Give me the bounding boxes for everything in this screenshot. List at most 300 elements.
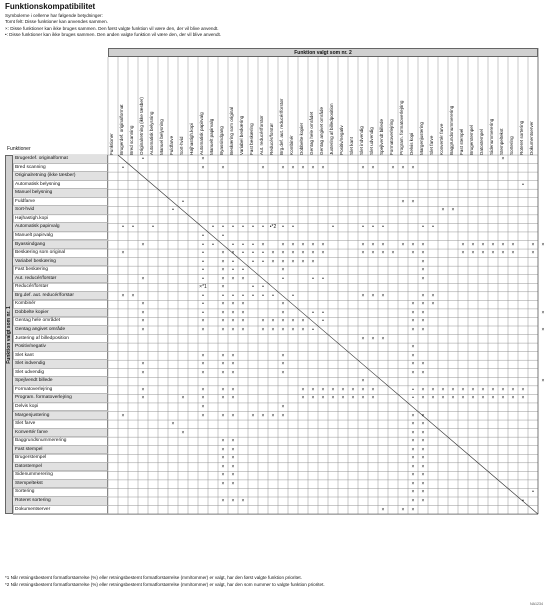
matrix-cell: •	[262, 258, 264, 265]
matrix-cell: ×	[141, 309, 145, 316]
matrix-cell: ×	[431, 395, 435, 402]
row-label: Program. formatoverlejring	[13, 394, 108, 403]
matrix-cell: •	[242, 292, 244, 299]
row-label: Dokumentserver	[13, 506, 108, 515]
matrix-cell: ×	[281, 369, 285, 376]
matrix-cell: ×	[231, 275, 235, 282]
row-label: Spejlvendt billede	[13, 377, 108, 386]
column-label: Sidenummerering	[489, 118, 494, 155]
matrix-cell: ×	[201, 361, 205, 368]
matrix-cell: ×	[381, 292, 385, 299]
matrix-cell: •	[292, 292, 294, 299]
matrix-cell: ×	[281, 403, 285, 410]
matrix-cell: ×	[141, 395, 145, 402]
matrix-cell: ×	[481, 386, 485, 393]
matrix-cell: ×	[471, 250, 475, 257]
matrix-cell: ×	[121, 412, 125, 419]
matrix-cell: ×	[231, 250, 235, 257]
matrix-cell: •	[252, 284, 254, 291]
matrix-cell: ×	[141, 386, 145, 393]
matrix-cell: •	[202, 301, 204, 308]
matrix-cell: ×	[121, 292, 125, 299]
matrix-cell: ×	[371, 292, 375, 299]
matrix-cell: ×	[411, 438, 415, 445]
matrix-cell: •	[242, 250, 244, 257]
matrix-cell: •	[152, 224, 154, 231]
matrix-cell: ×	[531, 250, 535, 257]
matrix-cell: ×	[301, 386, 305, 393]
matrix-cell: ×	[421, 421, 425, 428]
matrix-cell: ×	[371, 386, 375, 393]
matrix-cell: •*2	[269, 224, 277, 231]
matrix-cell: ×	[281, 361, 285, 368]
matrix-cell: ×	[411, 198, 415, 205]
matrix-cell: ×	[281, 241, 285, 248]
column-label: Manuel belysning	[159, 119, 164, 155]
matrix-cell: ×	[221, 463, 225, 470]
matrix-cell: •	[232, 241, 234, 248]
matrix-cell: •	[232, 224, 234, 231]
matrix-cell: •	[242, 224, 244, 231]
matrix-cell: ×	[231, 361, 235, 368]
legend-line: •: Disse funktioner kan ikke bruges sammen. Den anden valgte funktion vil være den, der vil blive anvendt.	[5, 32, 222, 38]
matrix-cell: ×	[361, 250, 365, 257]
matrix-cell: •	[262, 224, 264, 231]
matrix-cell: ×	[411, 429, 415, 436]
matrix-cell: ×	[411, 361, 415, 368]
column-group-header: Funktion valgt som nr. 2	[108, 48, 538, 57]
matrix-cell: •	[322, 318, 324, 325]
matrix-cell: ×	[361, 386, 365, 393]
row-label: Konvertér farve	[13, 429, 108, 438]
matrix-cell: ×	[461, 250, 465, 257]
matrix-cell: ×	[181, 429, 185, 436]
matrix-cell: •	[132, 224, 134, 231]
matrix-cell: ×	[221, 369, 225, 376]
matrix-cell: ×	[231, 301, 235, 308]
matrix-cell: ×	[491, 395, 495, 402]
row-label: Variabel beskæring	[13, 258, 108, 267]
matrix-cell: ×	[361, 395, 365, 402]
matrix-cell: ×	[411, 480, 415, 487]
matrix-cell: ×	[431, 301, 435, 308]
column-label: Brg.def. aut. reducér/forstør	[279, 98, 284, 155]
matrix-cell: ×	[411, 472, 415, 479]
matrix-cell: ×	[231, 412, 235, 419]
matrix-cell: ×	[371, 395, 375, 402]
matrix-cell: ×	[361, 292, 365, 299]
matrix-cell: ×	[421, 489, 425, 496]
matrix-cell: ×	[141, 275, 145, 282]
row-label: Gentag angivet område	[13, 326, 108, 335]
matrix-cell: •	[312, 275, 314, 282]
matrix-cell: ×	[511, 250, 515, 257]
column-label: Brugerstempel	[469, 125, 474, 155]
matrix-cell: ×	[361, 378, 365, 385]
matrix-cell: ×	[361, 164, 365, 171]
matrix-cell: ×	[371, 335, 375, 342]
row-group-label: Funktion valgt som nr. 1	[6, 305, 12, 364]
matrix-cell: ×	[171, 421, 175, 428]
matrix-cell: ×	[221, 258, 225, 265]
matrix-cell: ×	[231, 309, 235, 316]
matrix-cell: ×	[371, 241, 375, 248]
matrix-cell: ×	[421, 386, 425, 393]
matrix-cell: •	[252, 258, 254, 265]
matrix-cell: ×	[201, 369, 205, 376]
matrix-cell: •	[262, 250, 264, 257]
matrix-cell: •	[532, 489, 534, 496]
row-label: Delvis kopi	[13, 403, 108, 412]
matrix-cell: ×	[421, 463, 425, 470]
row-label: Fast stempel	[13, 446, 108, 455]
column-label: Variabel beskæring	[239, 115, 244, 155]
matrix-cell: ×	[241, 318, 245, 325]
matrix-cell: ×	[311, 395, 315, 402]
row-label: Manuel belysning	[13, 189, 108, 198]
column-label: Slet kant	[349, 137, 354, 155]
matrix-cell: ×	[221, 412, 225, 419]
row-label: Formatoverlejring	[13, 386, 108, 395]
row-label: Aut. reducér/forstør	[13, 275, 108, 284]
matrix-cell: ×	[261, 327, 265, 333]
legend	[5, 13, 221, 39]
matrix-cell: ×	[461, 395, 465, 402]
matrix-cell: ×	[351, 395, 355, 402]
matrix-cell: ×	[501, 250, 505, 257]
column-label: Automatisk belysning	[149, 111, 154, 155]
matrix-cell: ×	[231, 455, 235, 462]
column-label: Fast beskæring	[249, 123, 254, 155]
matrix-cell: ×	[421, 369, 425, 376]
matrix-cell: ×	[231, 480, 235, 487]
row-label: Stempeltekst	[13, 480, 108, 489]
matrix-cell: ×	[181, 395, 185, 402]
matrix-cell: •	[122, 224, 124, 231]
matrix-cell: ×	[381, 506, 385, 513]
column-label: Margenjustering	[419, 122, 424, 155]
matrix-cell: ×	[221, 250, 225, 257]
matrix-cell: ×	[231, 318, 235, 325]
matrix-cell: ×	[281, 301, 285, 308]
matrix-cell: ×	[411, 309, 415, 316]
row-label: Positiv/negativ	[13, 343, 108, 352]
matrix-cell: ×	[411, 318, 415, 325]
matrix-cell: ×	[541, 378, 545, 385]
matrix-cell: ×	[301, 250, 305, 257]
matrix-cell: •	[432, 224, 434, 231]
matrix-cell: ×	[451, 395, 455, 402]
matrix-cell: ×	[291, 250, 295, 257]
matrix-cell: •	[262, 292, 264, 299]
matrix-cell: ×	[321, 250, 325, 257]
row-label: Margenjustering	[13, 412, 108, 421]
column-label: Kombinér	[289, 135, 294, 155]
matrix-cell: •	[252, 241, 254, 248]
matrix-cell: ×	[491, 241, 495, 248]
matrix-cell: ×	[461, 386, 465, 393]
matrix-cell: ×	[241, 327, 245, 333]
row-label: Brugerdef. originalformat	[13, 155, 108, 164]
matrix-cell: •	[332, 224, 334, 231]
matrix-cell: ×	[411, 164, 415, 171]
matrix-cell: ×	[521, 395, 525, 402]
matrix-cell: ×	[221, 267, 225, 274]
matrix-cell: •	[262, 284, 264, 291]
matrix-cell: ×	[341, 395, 345, 402]
matrix-cell: •	[252, 292, 254, 299]
matrix-cell: ×	[331, 395, 335, 402]
matrix-cell: ×	[131, 292, 135, 299]
matrix-cell: ×	[421, 455, 425, 462]
matrix-cell: ×	[351, 386, 355, 393]
matrix-cell: ×	[411, 250, 415, 257]
column-label: Slet udvendig	[369, 127, 374, 155]
matrix-cell: •	[322, 275, 324, 282]
row-label: Slet farve	[13, 420, 108, 429]
matrix-cell: •	[182, 198, 184, 205]
matrix-cell: ×	[261, 412, 265, 419]
matrix-cell: ×	[281, 267, 285, 274]
matrix-cell: ×	[271, 318, 275, 325]
matrix-cell: •	[252, 250, 254, 257]
matrix-cell: •	[172, 207, 174, 214]
matrix-cell: ×	[511, 241, 515, 248]
column-label: Baggrundsnummerering	[449, 105, 454, 155]
matrix-cell: ×	[401, 241, 405, 248]
matrix-cell: ×	[411, 463, 415, 470]
matrix-cell: ×	[221, 275, 225, 282]
matrix-cell: ×	[421, 412, 425, 419]
matrix-cell: ×	[321, 395, 325, 402]
row-label: Sidenummerering	[13, 471, 108, 480]
matrix-cell: ×	[241, 498, 245, 504]
matrix-cell: ×	[201, 327, 205, 333]
matrix-cell: •	[212, 241, 214, 248]
column-label: Formatoverlejring	[389, 119, 394, 155]
matrix-cell: •	[202, 250, 204, 257]
matrix-cell: ×	[431, 386, 435, 393]
matrix-cell: ×	[481, 250, 485, 257]
matrix-cell: ×	[381, 241, 385, 248]
matrix-cell: ×	[271, 412, 275, 419]
matrix-cell: ×	[381, 250, 385, 257]
matrix-cell: ×	[281, 164, 285, 171]
matrix-cell: ×	[261, 318, 265, 325]
matrix-cell: ×	[141, 318, 145, 325]
column-label: Reducér/forstør	[269, 123, 274, 155]
row-label: Byassindgang	[13, 241, 108, 250]
matrix-cell: ×	[221, 284, 225, 291]
matrix-cell: ×	[401, 164, 405, 171]
matrix-cell: ×	[311, 386, 315, 393]
footnote: *2 Når retningsbestemt formatforstørrelse (%) eller retningsbestemt formatforstørrelse (mm/tommer) er valgt, har den som nummer to valgte funktion prioritet.	[5, 582, 325, 587]
matrix-cell: ×	[221, 309, 225, 316]
matrix-cell: ×	[241, 301, 245, 308]
matrix-cell: ×	[201, 395, 205, 402]
column-label: Roteret sortering	[519, 120, 524, 155]
matrix-cell: ×	[291, 241, 295, 248]
row-label: Justering af billedposition	[13, 335, 108, 344]
column-label: Fuldfarve	[169, 135, 174, 155]
matrix-cell: ×	[231, 386, 235, 393]
matrix-cell: ×	[381, 335, 385, 342]
matrix-cell: ×	[221, 301, 225, 308]
matrix-cell: ×	[481, 241, 485, 248]
column-label: Konvertér farve	[439, 123, 444, 155]
matrix-cell: ×	[221, 446, 225, 453]
matrix-cell: ×	[421, 318, 425, 325]
matrix-cell: ×	[321, 164, 325, 171]
matrix-cell: •	[412, 386, 414, 393]
column-label: Aut. reducér/forstør	[259, 115, 264, 155]
matrix-cell: ×	[471, 395, 475, 402]
matrix-cell: ×	[341, 386, 345, 393]
row-label: Manuelt papirvalg	[13, 232, 108, 241]
matrix-cell: ×	[231, 438, 235, 445]
matrix-cell: ×	[421, 498, 425, 504]
matrix-cell: ×	[411, 412, 415, 419]
matrix-cell: •	[202, 275, 204, 282]
row-label: Bred scanning	[13, 164, 108, 173]
column-label: Slet indvendig	[359, 126, 364, 155]
matrix-cell: •	[242, 241, 244, 248]
matrix-cell: ×	[231, 446, 235, 453]
matrix-cell: ×	[421, 241, 425, 248]
matrix-cell: ×	[421, 480, 425, 487]
matrix-cell: ×	[201, 412, 205, 419]
matrix-cell: ×	[451, 386, 455, 393]
matrix-cell: ×	[221, 455, 225, 462]
matrix-cell: ×	[531, 241, 535, 248]
matrix-cell: ×	[311, 250, 315, 257]
column-label: Byassindgang	[219, 126, 224, 155]
matrix-cell: ×	[311, 241, 315, 248]
matrix-cell: ×	[411, 489, 415, 496]
matrix-cell: ×	[411, 506, 415, 513]
matrix-cell: •	[232, 292, 234, 299]
matrix-cell: ×	[121, 250, 125, 257]
row-label: Baggrundsnummerering	[13, 437, 108, 446]
matrix-cell: ×	[361, 241, 365, 248]
matrix-cell: ×	[321, 386, 325, 393]
matrix-cell: ×	[371, 164, 375, 171]
matrix-cell: ×	[311, 164, 315, 171]
matrix-cell: ×	[241, 309, 245, 316]
matrix-cell: •	[202, 232, 204, 239]
matrix-cell: ×	[491, 386, 495, 393]
matrix-cell: ×	[421, 309, 425, 316]
footnote: *1 Når retningsbestemt formatforstørrelse (%) eller retningsbestemt formatforstørrelse (mm/tommer) er valgt, har den først valgte funktion prioritet.	[5, 575, 302, 580]
column-label: Manuelt papirvalg	[209, 118, 214, 155]
matrix-cell: ×	[231, 498, 235, 504]
matrix-cell: ×	[141, 369, 145, 376]
matrix-cell: ×	[221, 498, 225, 504]
matrix-cell: ×	[411, 498, 415, 504]
matrix-cell: ×	[511, 395, 515, 402]
matrix-cell: ×	[421, 446, 425, 453]
matrix-cell: ×	[421, 275, 425, 282]
matrix-cell: ×	[271, 327, 275, 333]
matrix-cell: •	[242, 267, 244, 274]
corner-label: Funktioner	[7, 146, 31, 152]
matrix-cell: ×	[411, 446, 415, 453]
matrix-cell: •	[202, 241, 204, 248]
matrix-cell: ×	[431, 292, 435, 299]
matrix-cell: ×	[221, 386, 225, 393]
matrix-cell: •	[202, 309, 204, 316]
matrix-cell: ×	[391, 250, 395, 257]
matrix-cell: ×	[401, 506, 405, 513]
matrix-cell: •	[522, 498, 524, 504]
column-label: Dobbelte kopier	[299, 122, 304, 155]
row-label: Beskæring som original	[13, 249, 108, 258]
matrix-cell: ×	[411, 301, 415, 308]
matrix-cell: ×	[281, 258, 285, 265]
matrix-cell: •	[322, 309, 324, 316]
matrix-cell: •	[222, 224, 224, 231]
matrix-cell: ×	[221, 438, 225, 445]
matrix-cell: ×	[281, 327, 285, 333]
matrix-cell: ×	[491, 250, 495, 257]
matrix-cell: •	[372, 224, 374, 231]
matrix-cell: •	[412, 395, 414, 402]
matrix-cell: ×	[281, 318, 285, 325]
matrix-cell: ×	[221, 395, 225, 402]
matrix-cell: •	[282, 275, 284, 282]
matrix-cell: ×	[481, 395, 485, 402]
row-label: Fast beskæring	[13, 266, 108, 275]
row-label: Reducér/forstør	[13, 283, 108, 292]
matrix-cell: ×	[471, 241, 475, 248]
matrix-cell: •	[382, 224, 384, 231]
column-label: Dokumentserver	[529, 121, 534, 155]
matrix-cell: ×	[201, 403, 205, 410]
matrix-cell: ×	[201, 164, 205, 171]
matrix-cell: ×	[421, 292, 425, 299]
matrix-cell: ×	[221, 164, 225, 171]
matrix-cell: ×	[421, 301, 425, 308]
matrix-cell: ×	[371, 250, 375, 257]
matrix-cell: ×	[221, 361, 225, 368]
matrix-cell: •	[212, 224, 214, 231]
compatibility-matrix	[5, 48, 545, 565]
matrix-cell: ×	[421, 327, 425, 333]
matrix-cell: ×	[471, 386, 475, 393]
matrix-cell: ×	[271, 258, 275, 265]
matrix-cell: ×	[231, 395, 235, 402]
matrix-cell: ×	[411, 369, 415, 376]
matrix-cell: ×	[281, 250, 285, 257]
row-label: Sort-hvid	[13, 206, 108, 215]
matrix-cell: ×	[251, 412, 255, 419]
matrix-cell: ×	[311, 258, 315, 265]
matrix-cell: ×	[421, 395, 425, 402]
matrix-cell: ×	[421, 258, 425, 265]
matrix-cell: ×	[391, 164, 395, 171]
column-label: Fast stempel	[459, 128, 464, 155]
matrix-cell: •	[312, 327, 314, 333]
row-label: Gentag hele området	[13, 317, 108, 326]
matrix-cell: •	[202, 292, 204, 299]
row-label: Brg.def. aut. reducér/forstør	[13, 292, 108, 301]
matrix-cell: ×	[201, 318, 205, 325]
matrix-cell: •	[422, 224, 424, 231]
matrix-cell: ×	[401, 198, 405, 205]
matrix-cell: ×	[541, 309, 545, 316]
matrix-cell: ×	[411, 241, 415, 248]
column-label: Justering af billedposition	[329, 103, 334, 155]
